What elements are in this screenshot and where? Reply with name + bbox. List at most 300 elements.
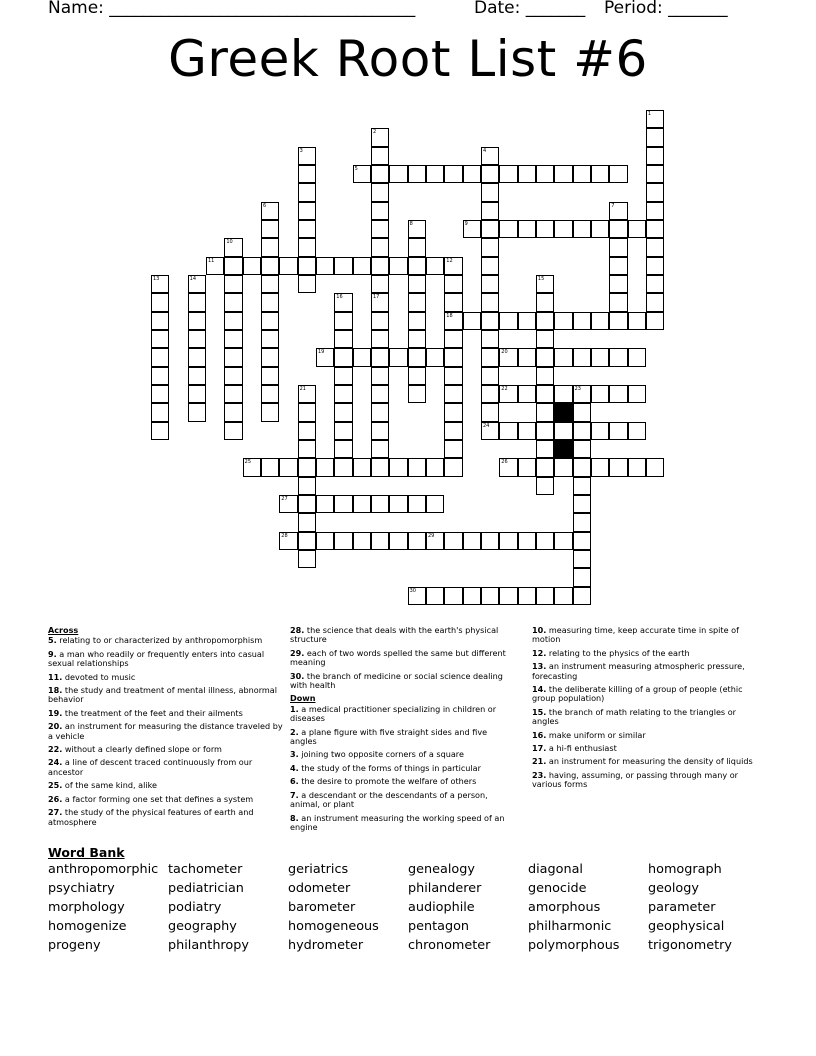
grid-cell[interactable] [371, 183, 389, 201]
grid-cell[interactable] [408, 587, 426, 605]
grid-cell[interactable] [444, 275, 462, 293]
grid-cell[interactable] [554, 312, 572, 330]
grid-cell[interactable] [444, 348, 462, 366]
grid-cell[interactable] [353, 458, 371, 476]
grid-cell[interactable] [298, 550, 316, 568]
grid-cell[interactable] [151, 385, 169, 403]
grid-cell[interactable] [536, 275, 554, 293]
grid-cell[interactable] [334, 385, 352, 403]
grid-cell[interactable] [444, 293, 462, 311]
grid-cell[interactable] [481, 183, 499, 201]
grid-cell[interactable] [481, 330, 499, 348]
grid-cell[interactable] [151, 330, 169, 348]
grid-cell[interactable] [408, 238, 426, 256]
word-bank-title: Word Bank [48, 845, 125, 860]
grid-cell[interactable] [518, 312, 536, 330]
grid-cell[interactable] [536, 422, 554, 440]
grid-cell[interactable] [224, 275, 242, 293]
grid-cell[interactable] [609, 275, 627, 293]
grid-cell[interactable] [481, 275, 499, 293]
grid-cell[interactable] [444, 440, 462, 458]
grid-cell[interactable] [298, 458, 316, 476]
grid-cell[interactable] [481, 202, 499, 220]
grid-cell[interactable] [518, 220, 536, 238]
grid-cell[interactable] [298, 165, 316, 183]
grid-cell[interactable] [536, 403, 554, 421]
grid-cell[interactable] [188, 293, 206, 311]
grid-cell[interactable] [334, 532, 352, 550]
grid-cell[interactable] [426, 495, 444, 513]
grid-cell[interactable] [371, 312, 389, 330]
grid-cell[interactable] [499, 385, 517, 403]
grid-cell[interactable] [188, 385, 206, 403]
grid-cell[interactable] [353, 532, 371, 550]
grid-cell[interactable] [371, 202, 389, 220]
grid-cell[interactable] [554, 532, 572, 550]
grid-cell[interactable] [646, 202, 664, 220]
grid-cell[interactable] [444, 403, 462, 421]
grid-cell[interactable] [628, 458, 646, 476]
grid-cell[interactable] [481, 165, 499, 183]
grid-cell[interactable] [536, 220, 554, 238]
grid-cell[interactable] [389, 348, 407, 366]
grid-cell[interactable] [389, 495, 407, 513]
across-clue: 25. of the same kind, alike [48, 780, 157, 791]
grid-cell[interactable] [591, 385, 609, 403]
grid-cell[interactable] [334, 330, 352, 348]
grid-cell[interactable] [609, 458, 627, 476]
grid-cell[interactable] [371, 293, 389, 311]
grid-cell[interactable] [481, 238, 499, 256]
grid-cell[interactable] [334, 458, 352, 476]
grid-cell[interactable] [298, 403, 316, 421]
grid-cell[interactable] [609, 293, 627, 311]
grid-cell[interactable] [481, 367, 499, 385]
grid-cell[interactable] [536, 532, 554, 550]
grid-cell[interactable] [371, 275, 389, 293]
grid-cell[interactable] [371, 257, 389, 275]
grid-cell[interactable] [481, 422, 499, 440]
grid-cell[interactable] [298, 147, 316, 165]
grid-cell[interactable] [298, 202, 316, 220]
grid-cell[interactable] [499, 220, 517, 238]
clue-number: 14 [189, 275, 197, 282]
grid-cell[interactable] [316, 348, 334, 366]
grid-cell[interactable] [408, 312, 426, 330]
grid-cell[interactable] [554, 422, 572, 440]
grid-cell[interactable] [316, 458, 334, 476]
grid-cell[interactable] [463, 587, 481, 605]
grid-cell[interactable] [609, 385, 627, 403]
grid-cell[interactable] [316, 532, 334, 550]
grid-cell[interactable] [408, 458, 426, 476]
grid-cell[interactable] [188, 403, 206, 421]
grid-cell[interactable] [408, 385, 426, 403]
grid-cell[interactable] [334, 403, 352, 421]
grid-cell[interactable] [261, 458, 279, 476]
grid-cell[interactable] [481, 293, 499, 311]
grid-cell[interactable] [628, 220, 646, 238]
grid-cell[interactable] [261, 257, 279, 275]
grid-cell[interactable] [536, 293, 554, 311]
grid-cell[interactable] [481, 312, 499, 330]
grid-cell[interactable] [444, 587, 462, 605]
grid-cell[interactable] [481, 257, 499, 275]
word-bank-item: audiophile [408, 900, 475, 915]
grid-cell[interactable] [224, 257, 242, 275]
grid-cell[interactable] [298, 275, 316, 293]
grid-cell[interactable] [609, 312, 627, 330]
grid-block [554, 440, 572, 458]
grid-cell[interactable] [408, 257, 426, 275]
grid-cell[interactable] [298, 220, 316, 238]
grid-cell[interactable] [591, 348, 609, 366]
grid-cell[interactable] [371, 440, 389, 458]
grid-cell[interactable] [408, 532, 426, 550]
grid-cell[interactable] [646, 220, 664, 238]
grid-cell[interactable] [646, 257, 664, 275]
grid-cell[interactable] [298, 440, 316, 458]
grid-cell[interactable] [224, 367, 242, 385]
grid-cell[interactable] [573, 403, 591, 421]
grid-cell[interactable] [426, 532, 444, 550]
grid-cell[interactable] [408, 220, 426, 238]
grid-cell[interactable] [261, 312, 279, 330]
grid-cell[interactable] [554, 165, 572, 183]
grid-cell[interactable] [408, 348, 426, 366]
grid-cell[interactable] [151, 422, 169, 440]
clue-number: 12 [446, 257, 453, 264]
grid-cell[interactable] [463, 220, 481, 238]
grid-cell[interactable] [426, 458, 444, 476]
grid-cell[interactable] [408, 367, 426, 385]
grid-cell[interactable] [334, 367, 352, 385]
grid-cell[interactable] [151, 275, 169, 293]
word-bank-item: odometer [288, 881, 351, 896]
grid-cell[interactable] [518, 165, 536, 183]
grid-cell[interactable] [371, 495, 389, 513]
grid-cell[interactable] [261, 367, 279, 385]
across-clue: 11. devoted to music [48, 671, 136, 682]
grid-cell[interactable] [554, 348, 572, 366]
grid-cell[interactable] [261, 275, 279, 293]
grid-cell[interactable] [224, 403, 242, 421]
grid-cell[interactable] [481, 532, 499, 550]
grid-cell[interactable] [334, 495, 352, 513]
grid-cell[interactable] [463, 165, 481, 183]
grid-cell[interactable] [646, 147, 664, 165]
grid-cell[interactable] [463, 532, 481, 550]
grid-cell[interactable] [536, 587, 554, 605]
grid-cell[interactable] [334, 312, 352, 330]
grid-cell[interactable] [609, 238, 627, 256]
grid-cell[interactable] [298, 495, 316, 513]
word-bank-item: geriatrics [288, 862, 349, 877]
across-clue: 18. the study and treatment of mental illness, abnormal behavior [48, 685, 277, 705]
grid-cell[interactable] [573, 165, 591, 183]
grid-cell[interactable] [261, 293, 279, 311]
across-clue: 26. a factor forming one set that defines a system [48, 793, 254, 804]
grid-cell[interactable] [188, 367, 206, 385]
grid-cell[interactable] [389, 165, 407, 183]
grid-cell[interactable] [334, 422, 352, 440]
grid-cell[interactable] [444, 367, 462, 385]
grid-cell[interactable] [499, 532, 517, 550]
grid-cell[interactable] [371, 147, 389, 165]
grid-cell[interactable] [573, 312, 591, 330]
grid-cell[interactable] [353, 165, 371, 183]
clue-number: 18 [446, 312, 453, 319]
grid-cell[interactable] [279, 257, 297, 275]
grid-cell[interactable] [554, 220, 572, 238]
grid-cell[interactable] [481, 403, 499, 421]
grid-cell[interactable] [334, 293, 352, 311]
grid-cell[interactable] [518, 422, 536, 440]
grid-cell[interactable] [481, 348, 499, 366]
grid-cell[interactable] [609, 165, 627, 183]
grid-block [554, 403, 572, 421]
grid-cell[interactable] [298, 238, 316, 256]
grid-cell[interactable] [371, 165, 389, 183]
grid-cell[interactable] [591, 220, 609, 238]
grid-cell[interactable] [243, 458, 261, 476]
grid-cell[interactable] [646, 128, 664, 146]
grid-cell[interactable] [224, 385, 242, 403]
grid-cell[interactable] [316, 495, 334, 513]
grid-cell[interactable] [646, 275, 664, 293]
grid-cell[interactable] [426, 587, 444, 605]
grid-cell[interactable] [591, 422, 609, 440]
grid-cell[interactable] [224, 348, 242, 366]
grid-cell[interactable] [188, 312, 206, 330]
grid-cell[interactable] [609, 257, 627, 275]
grid-cell[interactable] [646, 293, 664, 311]
grid-cell[interactable] [371, 128, 389, 146]
grid-cell[interactable] [334, 440, 352, 458]
grid-cell[interactable] [353, 257, 371, 275]
grid-cell[interactable] [353, 348, 371, 366]
grid-cell[interactable] [426, 257, 444, 275]
grid-cell[interactable] [499, 348, 517, 366]
grid-cell[interactable] [444, 312, 462, 330]
grid-cell[interactable] [499, 312, 517, 330]
grid-cell[interactable] [188, 330, 206, 348]
period-field[interactable]: Period: _______ [604, 0, 728, 18]
grid-cell[interactable] [279, 532, 297, 550]
grid-cell[interactable] [536, 477, 554, 495]
grid-cell[interactable] [298, 477, 316, 495]
grid-cell[interactable] [389, 532, 407, 550]
grid-cell[interactable] [371, 532, 389, 550]
grid-cell[interactable] [371, 385, 389, 403]
grid-cell[interactable] [481, 220, 499, 238]
grid-cell[interactable] [628, 312, 646, 330]
grid-cell[interactable] [261, 220, 279, 238]
grid-cell[interactable] [573, 550, 591, 568]
grid-cell[interactable] [646, 165, 664, 183]
grid-cell[interactable] [151, 348, 169, 366]
grid-cell[interactable] [371, 422, 389, 440]
clue-number: 21 [299, 385, 306, 392]
grid-cell[interactable] [573, 495, 591, 513]
grid-cell[interactable] [279, 495, 297, 513]
grid-cell[interactable] [499, 165, 517, 183]
grid-cell[interactable] [481, 385, 499, 403]
grid-cell[interactable] [499, 587, 517, 605]
grid-cell[interactable] [628, 348, 646, 366]
across-clue: 19. the treatment of the feet and their ailments [48, 707, 243, 718]
grid-cell[interactable] [536, 330, 554, 348]
grid-cell[interactable] [536, 385, 554, 403]
grid-cell[interactable] [371, 348, 389, 366]
grid-cell[interactable] [573, 440, 591, 458]
grid-cell[interactable] [408, 330, 426, 348]
across-clue: 27. the study of the physical features of earth and atmosphere [48, 807, 254, 827]
grid-cell[interactable] [536, 165, 554, 183]
word-bank-item: geography [168, 919, 237, 934]
grid-cell[interactable] [298, 385, 316, 403]
grid-cell[interactable] [573, 477, 591, 495]
grid-cell[interactable] [426, 348, 444, 366]
grid-cell[interactable] [444, 330, 462, 348]
grid-cell[interactable] [206, 257, 224, 275]
grid-cell[interactable] [536, 312, 554, 330]
grid-cell[interactable] [334, 257, 352, 275]
grid-cell[interactable] [298, 532, 316, 550]
grid-cell[interactable] [536, 440, 554, 458]
grid-cell[interactable] [554, 458, 572, 476]
grid-cell[interactable] [371, 220, 389, 238]
grid-cell[interactable] [628, 385, 646, 403]
grid-cell[interactable] [261, 202, 279, 220]
grid-cell[interactable] [554, 587, 572, 605]
grid-cell[interactable] [518, 348, 536, 366]
grid-cell[interactable] [573, 458, 591, 476]
grid-cell[interactable] [573, 568, 591, 586]
grid-cell[interactable] [573, 220, 591, 238]
grid-cell[interactable] [463, 312, 481, 330]
grid-cell[interactable] [408, 165, 426, 183]
grid-cell[interactable] [371, 458, 389, 476]
grid-cell[interactable] [224, 330, 242, 348]
grid-cell[interactable] [188, 275, 206, 293]
grid-cell[interactable] [408, 275, 426, 293]
grid-cell[interactable] [536, 348, 554, 366]
grid-cell[interactable] [518, 587, 536, 605]
grid-cell[interactable] [518, 385, 536, 403]
clue-number: 10 [226, 239, 233, 246]
grid-cell[interactable] [573, 348, 591, 366]
grid-cell[interactable] [151, 367, 169, 385]
grid-cell[interactable] [609, 220, 627, 238]
grid-cell[interactable] [591, 312, 609, 330]
grid-cell[interactable] [279, 458, 297, 476]
grid-cell[interactable] [298, 183, 316, 201]
grid-cell[interactable] [261, 238, 279, 256]
grid-cell[interactable] [628, 422, 646, 440]
grid-cell[interactable] [298, 513, 316, 531]
grid-cell[interactable] [371, 330, 389, 348]
grid-cell[interactable] [444, 385, 462, 403]
grid-cell[interactable] [243, 257, 261, 275]
grid-cell[interactable] [646, 183, 664, 201]
grid-cell[interactable] [573, 422, 591, 440]
grid-cell[interactable] [591, 458, 609, 476]
grid-cell[interactable] [536, 458, 554, 476]
grid-cell[interactable] [609, 348, 627, 366]
grid-cell[interactable] [188, 348, 206, 366]
grid-cell[interactable] [408, 495, 426, 513]
grid-cell[interactable] [646, 110, 664, 128]
grid-cell[interactable] [573, 587, 591, 605]
grid-cell[interactable] [261, 348, 279, 366]
grid-cell[interactable] [224, 422, 242, 440]
grid-cell[interactable] [444, 532, 462, 550]
grid-cell[interactable] [646, 458, 664, 476]
grid-cell[interactable] [444, 257, 462, 275]
across-clue: 5. relating to or characterized by anthropomorphism [48, 635, 263, 646]
grid-cell[interactable] [518, 532, 536, 550]
grid-cell[interactable] [426, 165, 444, 183]
grid-cell[interactable] [646, 238, 664, 256]
grid-cell[interactable] [371, 367, 389, 385]
grid-cell[interactable] [609, 202, 627, 220]
grid-cell[interactable] [151, 312, 169, 330]
grid-cell[interactable] [371, 403, 389, 421]
grid-cell[interactable] [609, 422, 627, 440]
grid-cell[interactable] [408, 293, 426, 311]
grid-cell[interactable] [371, 238, 389, 256]
grid-cell[interactable] [499, 422, 517, 440]
grid-cell[interactable] [444, 458, 462, 476]
grid-cell[interactable] [261, 385, 279, 403]
grid-cell[interactable] [151, 293, 169, 311]
grid-cell[interactable] [334, 348, 352, 366]
grid-cell[interactable] [444, 422, 462, 440]
clue-number: 29 [427, 532, 435, 539]
clue-number: 11 [207, 257, 215, 264]
grid-cell[interactable] [151, 403, 169, 421]
grid-cell[interactable] [499, 458, 517, 476]
grid-cell[interactable] [261, 330, 279, 348]
grid-cell[interactable] [481, 147, 499, 165]
grid-cell[interactable] [298, 422, 316, 440]
grid-cell[interactable] [224, 293, 242, 311]
grid-cell[interactable] [353, 495, 371, 513]
grid-cell[interactable] [389, 257, 407, 275]
grid-cell[interactable] [646, 312, 664, 330]
date-field[interactable]: Date: _______ [474, 0, 586, 18]
grid-cell[interactable] [224, 312, 242, 330]
across-clue: 28. the science that deals with the earth's physical structure [290, 625, 499, 645]
grid-cell[interactable] [573, 532, 591, 550]
name-field[interactable]: Name: ____________________________________ [48, 0, 416, 18]
clue-number: 22 [501, 385, 508, 392]
grid-cell[interactable] [518, 458, 536, 476]
grid-cell[interactable] [536, 367, 554, 385]
grid-cell[interactable] [554, 385, 572, 403]
grid-cell[interactable] [444, 165, 462, 183]
grid-cell[interactable] [261, 403, 279, 421]
grid-cell[interactable] [481, 587, 499, 605]
grid-cell[interactable] [389, 458, 407, 476]
grid-cell[interactable] [316, 257, 334, 275]
grid-cell[interactable] [573, 513, 591, 531]
grid-cell[interactable] [224, 238, 242, 256]
grid-cell[interactable] [591, 165, 609, 183]
grid-cell[interactable] [573, 385, 591, 403]
grid-cell[interactable] [298, 257, 316, 275]
